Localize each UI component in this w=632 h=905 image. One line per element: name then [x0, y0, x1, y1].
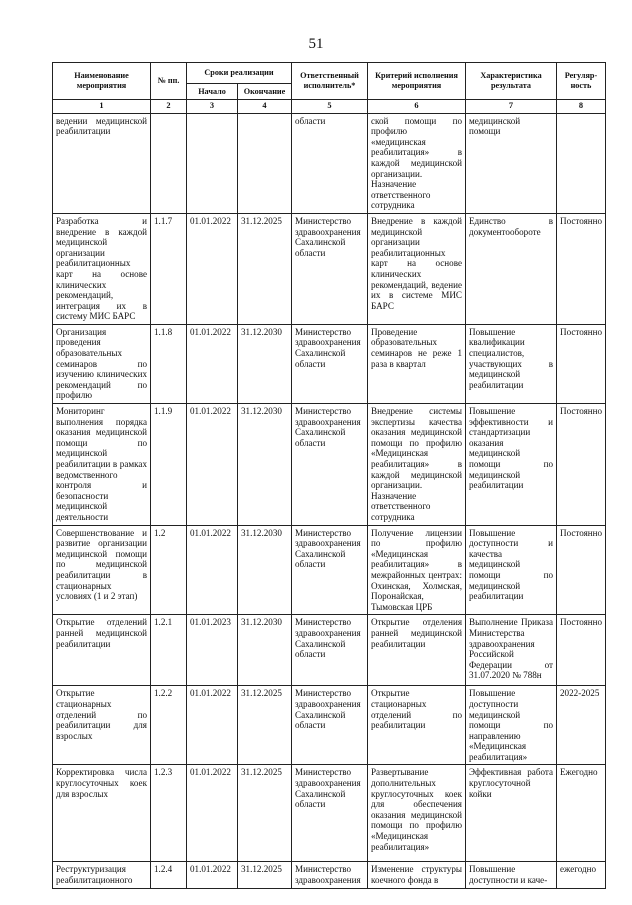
table-row: [53, 324, 606, 403]
cell-result: Повышение квалификации специалистов, участвующих в медицинской реабилитации: [466, 324, 557, 403]
cell-regularity: Постоянно: [557, 525, 606, 615]
cell-result: медицинской помощи: [466, 113, 557, 213]
cell-num: 1.1.7: [151, 213, 187, 324]
cell-start: 01.01.2022: [187, 525, 238, 615]
column-number: 1: [53, 100, 151, 114]
table-row: [53, 525, 606, 615]
cell-num: 1.2.3: [151, 765, 187, 862]
cell-start: 01.01.2022: [187, 686, 238, 765]
cell-criterion: Открытие отделения ранней медицинской реабилитации: [368, 615, 466, 686]
cell-criterion: Изменение структуры коечного фонда в: [368, 862, 466, 888]
cell-num: 1.2: [151, 525, 187, 615]
measures-table: [52, 62, 606, 889]
header-num: № пп.: [151, 63, 187, 100]
cell-regularity: Ежегодно: [557, 765, 606, 862]
cell-regularity: Постоянно: [557, 615, 606, 686]
header-end: Окончание: [238, 84, 292, 100]
cell-name: Корректировка числа круглосуточных коек для взрослых: [53, 765, 151, 862]
cell-start: 01.01.2022: [187, 324, 238, 403]
cell-criterion: ской помощи по профилю «медицинская реабилитация» в каждой медицинской организации. Назначение ответственного сотрудника: [368, 113, 466, 213]
cell-result: Повышение эффективности и стандартизации оказания медицинской помощи по медицинской реабилитации: [466, 404, 557, 526]
column-number: 4: [238, 100, 292, 114]
cell-responsible: Министерство здравоохранения Сахалинской области: [292, 686, 368, 765]
cell-start: [187, 113, 238, 213]
page-number: 51: [308, 36, 324, 52]
cell-responsible: Министерство здравоохранения Сахалинской области: [292, 324, 368, 403]
cell-start: 01.01.2022: [187, 404, 238, 526]
cell-num: 1.2.2: [151, 686, 187, 765]
cell-name: Открытие отделений ранней медицинской реабилитации: [53, 615, 151, 686]
cell-responsible: Министерство здравоохранения Сахалинской области: [292, 525, 368, 615]
cell-end: 31.12.2030: [238, 404, 292, 526]
cell-start: 01.01.2022: [187, 765, 238, 862]
cell-regularity: Постоянно: [557, 324, 606, 403]
table-row: [53, 615, 606, 686]
cell-criterion: Внедрение системы экспертизы качества оказания медицинской помощи по профилю «Медицинская реабилитация» в каждой медицинской организации. Назначение ответственного сотрудника: [368, 404, 466, 526]
cell-start: 01.01.2023: [187, 615, 238, 686]
cell-name: Реструктуризация реабилитационного: [53, 862, 151, 888]
column-number: 6: [368, 100, 466, 114]
cell-result: Повышение доступности медицинской помощи по направлению «Медицинская реабилитация»: [466, 686, 557, 765]
cell-num: [151, 113, 187, 213]
header-regularity: Регуляр-ность: [557, 63, 606, 100]
table-row: [53, 862, 606, 888]
cell-name: Открытие стационарных отделений по реабилитации для взрослых: [53, 686, 151, 765]
cell-result: Единство в документообороте: [466, 213, 557, 324]
cell-end: 31.12.2025: [238, 862, 292, 888]
cell-num: 1.1.8: [151, 324, 187, 403]
cell-responsible: Министерство здравоохранения Сахалинской области: [292, 404, 368, 526]
cell-result: Выполнение Приказа Министерства здравоохранения Российской Федерации от 31.07.2020 № 788н: [466, 615, 557, 686]
cell-criterion: Открытие стационарных отделений по реабилитации: [368, 686, 466, 765]
cell-name: Разработка и внедрение в каждой медицинской организации реабилитационных карт на основе клинических рекомендаций, интеграция их в систему МИС БАРС: [53, 213, 151, 324]
cell-num: 1.1.9: [151, 404, 187, 526]
cell-responsible: области: [292, 113, 368, 213]
cell-end: 31.12.2030: [238, 324, 292, 403]
cell-regularity: [557, 113, 606, 213]
header-responsible: Ответственный исполнитель*: [292, 63, 368, 100]
column-number: 5: [292, 100, 368, 114]
cell-num: 1.2.4: [151, 862, 187, 888]
header-row: [53, 63, 606, 84]
column-number: 7: [466, 100, 557, 114]
cell-end: 31.12.2025: [238, 765, 292, 862]
cell-criterion: Внедрение в каждой медицинской организации реабилитационных карт на основе клинических рекомендаций, ведение их в системе МИС БАРС: [368, 213, 466, 324]
column-number-row: [53, 100, 606, 114]
cell-name: Мониторинг выполнения порядка оказания медицинской помощи по медицинской реабилитации в рамках ведомственного контроля и безопасности медицинской деятельности: [53, 404, 151, 526]
cell-responsible: Министерство здравоохранения Сахалинской области: [292, 765, 368, 862]
header-name: Наименование мероприятия: [53, 63, 151, 100]
cell-end: [238, 113, 292, 213]
column-number: 8: [557, 100, 606, 114]
cell-start: 01.01.2022: [187, 213, 238, 324]
header-terms: Сроки реализации: [187, 63, 292, 84]
cell-result: Повышение доступности и качества медицинской помощи по медицинской реабилитации: [466, 525, 557, 615]
cell-name: Организация проведения образовательных семинаров по изучению клинических рекомендаций по профилю: [53, 324, 151, 403]
cell-regularity: Постоянно: [557, 213, 606, 324]
cell-end: 31.12.2025: [238, 686, 292, 765]
header-result: Характеристика результата: [466, 63, 557, 100]
cell-name: Совершенствование и развитие организации медицинской помощи по медицинской реабилитации в стационарных условиях (1 и 2 этап): [53, 525, 151, 615]
table-row: [53, 113, 606, 213]
column-number: 3: [187, 100, 238, 114]
cell-end: 31.12.2025: [238, 213, 292, 324]
cell-end: 31.12.2030: [238, 615, 292, 686]
header-criterion: Критерий исполнения мероприятия: [368, 63, 466, 100]
cell-criterion: Проведение образовательных семинаров не реже 1 раза в квартал: [368, 324, 466, 403]
table-row: [53, 765, 606, 862]
table-row: [53, 404, 606, 526]
cell-responsible: Министерство здравоохранения: [292, 862, 368, 888]
cell-start: 01.01.2022: [187, 862, 238, 888]
cell-regularity: Постоянно: [557, 404, 606, 526]
cell-num: 1.2.1: [151, 615, 187, 686]
cell-responsible: Министерство здравоохранения Сахалинской области: [292, 615, 368, 686]
header-start: Начало: [187, 84, 238, 100]
column-number: 2: [151, 100, 187, 114]
cell-regularity: ежегодно: [557, 862, 606, 888]
cell-responsible: Министерство здравоохранения Сахалинской области: [292, 213, 368, 324]
cell-regularity: 2022-2025: [557, 686, 606, 765]
cell-criterion: Получение лицензии по профилю «Медицинская реабилитация» в межрайонных центрах: Охинская, Холмская, Поронайская, Тымовская ЦРБ: [368, 525, 466, 615]
table-row: [53, 213, 606, 324]
cell-end: 31.12.2030: [238, 525, 292, 615]
cell-result: Повышение доступности и каче-: [466, 862, 557, 888]
cell-name: ведении медицинской реабилитации: [53, 113, 151, 213]
table-row: [53, 686, 606, 765]
cell-criterion: Развертывание дополнительных круглосуточных коек для обеспечения оказания медицинской помощи по профилю «Медицинская реабилитация»: [368, 765, 466, 862]
cell-result: Эффективная работа круглосуточной койки: [466, 765, 557, 862]
